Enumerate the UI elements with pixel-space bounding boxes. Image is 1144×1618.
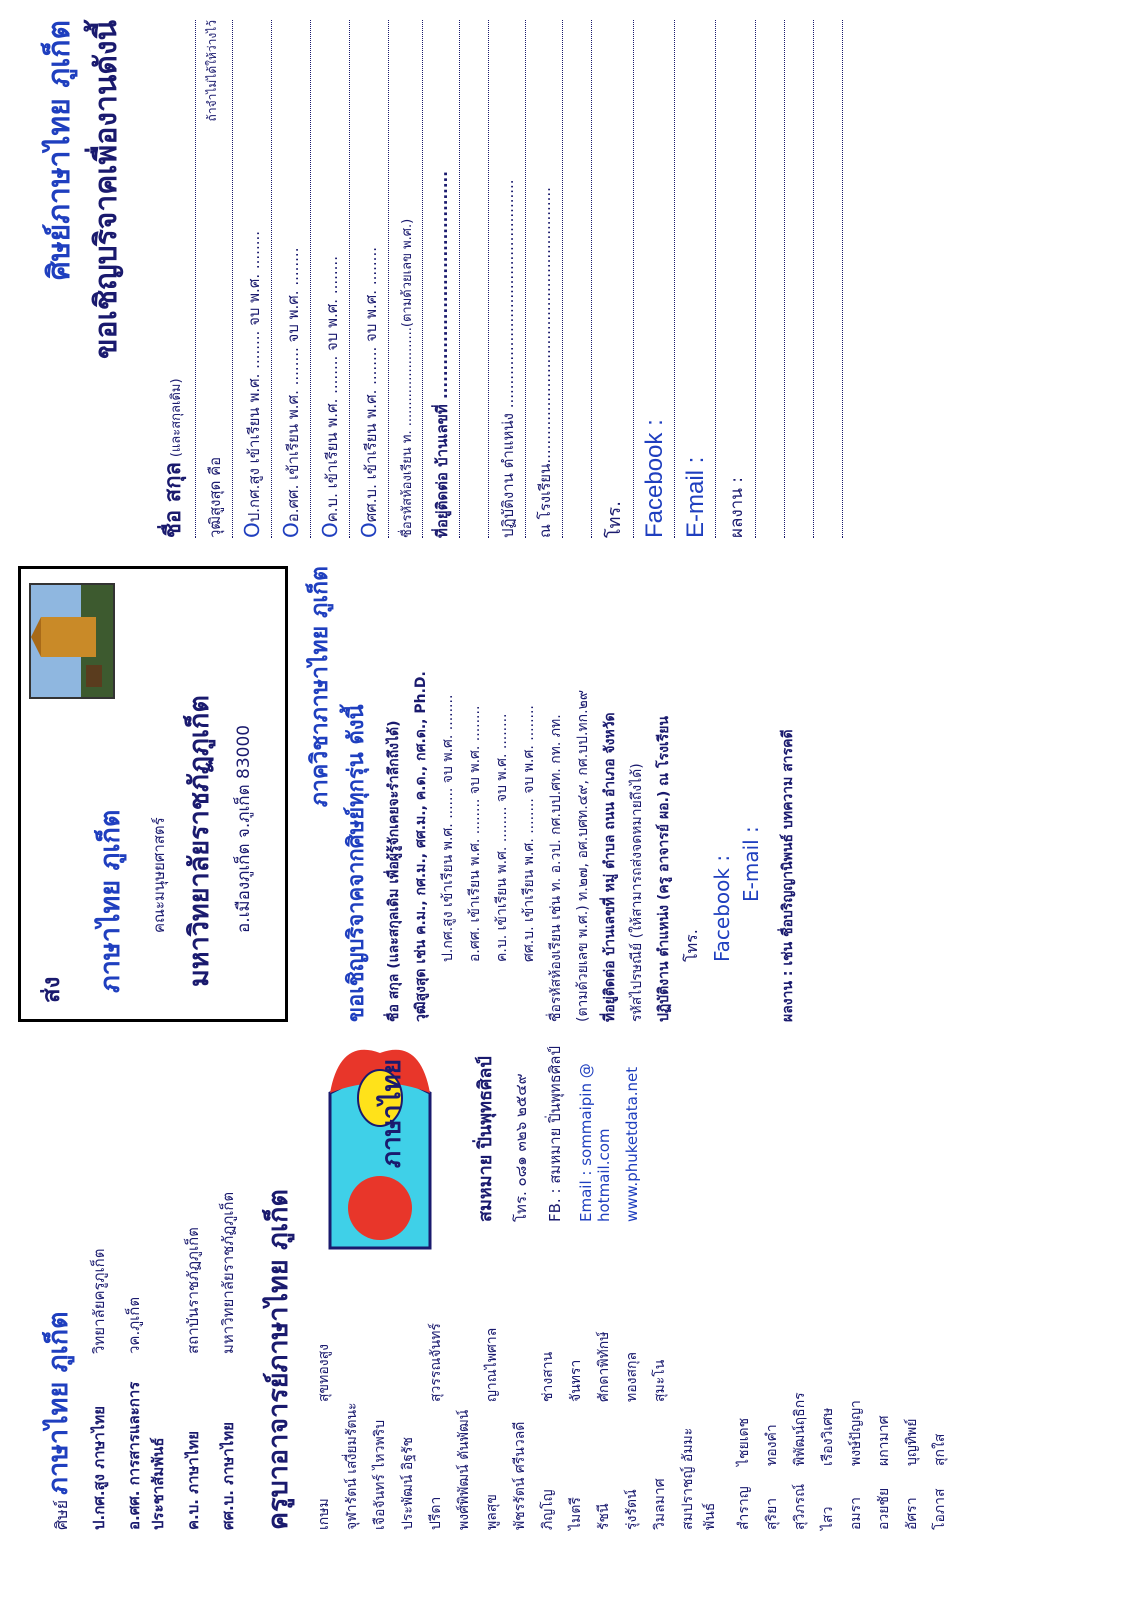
graduate-institution: สถาบันราชภัฏภูเก็ต [184,1227,202,1354]
study-line: ป.กศ.สูง เข้าเรียน พ.ศ. ....... จบ พ.ศ. ........ [440,694,456,962]
extra-teacher-first-name: สำราญ [736,1486,752,1530]
result-blank-2[interactable] [785,20,814,538]
room-code-line: ชื่อรหัสห้องเรียน เช่น ท. อ.วป. กศ.บป.ศท. กท. ภท. [548,714,564,1022]
teacher-first-name: วิมลมาศ [652,1478,668,1530]
brand-name: ภาษาไทย ภูเก็ต [43,1311,74,1495]
extra-teacher-last-name: พงษ์ปัญญา [848,1400,864,1466]
alumni-form-middle [302,566,804,1022]
extra-teacher-first-name: อวยชัย [876,1487,892,1530]
teacher-first-name: ภิญโญ [540,1489,556,1530]
teacher-last-name: สุวรรณจันทร์ [428,1323,444,1402]
qualification-field[interactable] [196,20,233,538]
contact-website[interactable]: www.phuketdata.net [623,1066,641,1222]
zip-line: รหัสไปรษณีย์ (ให้สามารถส่งจดหมายถึงได้) [629,763,645,1022]
study-row[interactable] [233,20,272,538]
teacher-first-name: พัชรรัตน์ ศรีนวลดี [512,1421,528,1530]
study-row-text: ป.กศ.สูง เข้าเรียน พ.ศ. ........ จบ พ.ศ. ........ [245,230,263,523]
reply-title: ศิษย์ภาษาไทย ภูเก็ต [42,20,77,281]
result-line: ผลงาน : เช่น ชื่อบริญญานิพนธ์ บทความ สารคดี [780,729,796,1022]
school-field[interactable]: ณ โรงเรียน.......................................................... [526,20,563,538]
study-line: อ.ศศ. เข้าเรียน พ.ศ. ........ จบ พ.ศ. ........ [467,705,483,962]
graduate-list [87,1052,240,1530]
teacher-last-name: ญาณไพศาล [484,1327,500,1402]
room-code-example: (ตามด้วยเลข พ.ศ.) ท.๒๗, อศ.บศท.๔๙, กศ.บป.ทก.๒๙ [575,689,591,1022]
teacher-first-name: พงศ์พิพัฒน์ ตันพัฒน์ [456,1409,472,1530]
room-code-field[interactable]: ชื่อรหัสห้องเรียน ท. ........................(ตามด้วยเลข พ.ศ.) [389,20,423,538]
send-label: ส่ง [37,976,65,1003]
phone-field[interactable] [592,20,634,538]
extra-teacher-last-name: ทองคำ [764,1424,780,1466]
facebook-label: Facebook : [710,854,734,962]
teacher-first-name: เกษม [316,1498,332,1530]
extra-teacher-last-name: ไชยเดช [736,1417,752,1466]
contact-facebook: FB. : สมหมาย ปิ่นพุทธศิลป์ [546,1045,564,1222]
graduate-institution: วิทยาลัยครูภูเก็ต [90,1248,108,1354]
address-blank-1[interactable] [460,20,489,538]
extra-teacher-last-name: สุกใส [932,1433,948,1466]
result-field-label: ผลงาน : [727,477,747,538]
graduate-institution: มหาวิทยาลัยราชภัฏภูเก็ต [219,1191,237,1354]
circle-checkbox-icon[interactable]: O [279,522,303,538]
department-name: ภาษาไทย ภูเก็ต [95,809,126,993]
teacher-last-name: สุมะโน [652,1359,668,1402]
teacher-list [313,1240,721,1530]
extra-teacher-first-name: ไสว [820,1506,836,1530]
qualification-line: วุฒิสูงสุด เช่น ค.ม., กศ.ม., ศศ.ม., ค.ด., กศ.ด., Ph.D. [413,671,429,1022]
faculty-name: คณะมนุษยศาสตร์ [150,817,168,933]
address-field[interactable]: ที่อยู่ติดต่อ บ้านเลขที่ ........................................ [423,20,460,538]
facebook-field[interactable] [634,20,675,538]
study-row[interactable] [311,20,350,538]
department-emblem [300,1038,460,1268]
study-row-text: ศศ.บ. เข้าเรียน พ.ศ. ........ จบ พ.ศ. ........ [362,247,380,523]
work-field[interactable]: ปฏิบัติงาน ตำแหน่ง ................................................ [489,20,526,538]
stamp-photo [29,583,115,699]
name-line: ชื่อ สกุล (และสกุลเดิม เพื่อผู้รู้จักเคยจะรำลึกถึงได้) [386,720,402,1022]
study-rows [233,20,389,538]
graduate-degree: ค.บ. ภาษาไทย [184,1430,202,1530]
study-row[interactable] [272,20,311,538]
brand-line [36,1052,79,1530]
teacher-first-name: พูลสุข [484,1494,500,1530]
extra-teacher-last-name: เรืองวิเศษ [820,1407,836,1466]
teacher-last-name: สุขทองสูง [316,1344,332,1402]
teacher-first-name: สมปราชญ์ อัมมะพันธ์ [680,1427,718,1530]
graduate-degree: ป.กศ.สูง ภาษาไทย [90,1405,108,1530]
study-row-text: อ.ศศ. เข้าเรียน พ.ศ. ........ จบ พ.ศ. ........ [284,247,302,523]
circle-checkbox-icon[interactable]: O [357,522,381,538]
contact-block [470,1042,641,1222]
qualification-hint: ถ้าจำไม่ได้ให้ว่างไว้ [205,20,219,122]
study-row[interactable] [350,20,389,538]
emblem-text: ภาษาไทย [377,1059,407,1168]
graduate-institution: วค.ภูเก็ต [125,1296,143,1354]
teacher-first-name: ประพัฒน์ อิฐรัช [400,1437,416,1530]
sender-box [18,566,288,1022]
teacher-last-name: จันทรา [568,1359,584,1402]
phone-label: โทร. [682,929,701,962]
teacher-first-name: รัชนี [596,1503,612,1530]
teachers-title: ครูบาอาจารย์ภาษาไทย ภูเก็ต [263,1189,294,1530]
name-label: ชื่อ สกุล [161,461,186,538]
school-blank-1[interactable] [563,20,592,538]
teacher-last-name: ศักดาพิทักษ์ [596,1331,612,1402]
contact-email[interactable]: Email : sommaipin @ hotmail.com [577,1063,613,1222]
reply-form-panel [0,0,1144,558]
reply-subtitle: ขอเชิญบริจาคเพื่องานดังนี้ [89,20,124,360]
name-field[interactable] [148,20,196,538]
address-panel [0,558,1144,1038]
teacher-last-name: ทองสกุล [624,1351,640,1402]
contact-phone: โทร. ๐๘๑ ๓๒๖ ๒๕๔๙ [512,1073,530,1222]
address-line: ที่อยู่ติดต่อ บ้านเลขที่ หมู่ ตำบล ถนน อำเภอ จังหวัด [602,712,618,1022]
work-line: ปฏิบัติงาน ตำแหน่ง (ครู อาจารย์ ผอ.) ณ โรงเรียน [656,716,672,1022]
name-hint: (และสกุลเดิม) [169,378,184,458]
study-line: ค.บ. เข้าเรียน พ.ศ. ........ จบ พ.ศ. ........ [494,713,510,962]
study-line: ศศ.บ. เข้าเรียน พ.ศ. ........ จบ พ.ศ. ........ [521,705,537,962]
extra-teacher-first-name: โอภาส [932,1488,948,1530]
postal-address: อ.เมืองภูเก็ต จ.ภูเก็ต 83000 [234,724,254,933]
extra-teacher-first-name: สุวิภรณ์ [792,1483,808,1530]
alumni-panel [0,1038,1144,1618]
phone-field-label: โทร. [604,501,625,538]
form-subtitle: ขอเชิญบริจาคจากศิษย์ทุกรุ่น ดังนี้ [344,704,369,1022]
email-field[interactable] [675,20,716,538]
result-blank-3[interactable] [814,20,843,538]
teacher-last-name [509,1240,531,1402]
qualification-label: วุฒิสูงสุด คือ [206,456,224,538]
extra-teacher-last-name: พิพัฒน์ฤธิกร [792,1392,808,1466]
facebook-field-label: Facebook : [641,419,668,538]
extra-teacher-last-name: บุญทิพย์ [904,1418,920,1466]
extra-teacher-first-name: อมรา [848,1496,864,1530]
email-label: E-mail : [739,826,763,902]
teacher-last-name [677,1240,721,1402]
graduate-degree: ศศ.บ. ภาษาไทย [219,1421,237,1530]
teacher-first-name: ไมตรี [568,1497,584,1530]
contact-name: สมหมาย ปิ่นพุทธศิลป์ [475,1056,496,1222]
extra-teacher-list [733,1240,951,1530]
brand-prefix: ศิษย์ [52,1499,71,1530]
teacher-first-name: ปรีดา [428,1496,444,1530]
extra-teacher-first-name: สุริยา [764,1497,780,1530]
extra-teacher-first-name: อัศรา [904,1497,920,1530]
graduate-degree: อ.ศศ. การสารและการประชาสัมพันธ์ [125,1381,167,1530]
circle-checkbox-icon[interactable]: O [240,522,264,538]
study-row-text: ค.บ. เข้าเรียน พ.ศ. ........ จบ พ.ศ. ........ [323,256,341,523]
teacher-first-name: เจือจันทร์ ไหวพริบ [372,1419,388,1530]
result-field[interactable] [716,20,756,538]
extra-teacher-last-name: ผกามาศ [876,1415,892,1466]
university-name: มหาวิทยาลัยราชภัฏภูเก็ต [184,695,215,987]
teacher-last-name: ช่างสาน [540,1351,556,1402]
result-blank-1[interactable] [756,20,785,538]
teacher-first-name: จุฬารัตน์ เสงี่ยมรัตนะ [344,1402,360,1530]
email-field-label: E-mail : [682,456,709,538]
form-title: ภาควิชาภาษาไทย ภูเก็ต [307,566,333,808]
teacher-first-name: รุ่งรัตน์ [624,1489,640,1530]
circle-checkbox-icon[interactable]: O [318,522,342,538]
study-lines [437,566,540,1022]
